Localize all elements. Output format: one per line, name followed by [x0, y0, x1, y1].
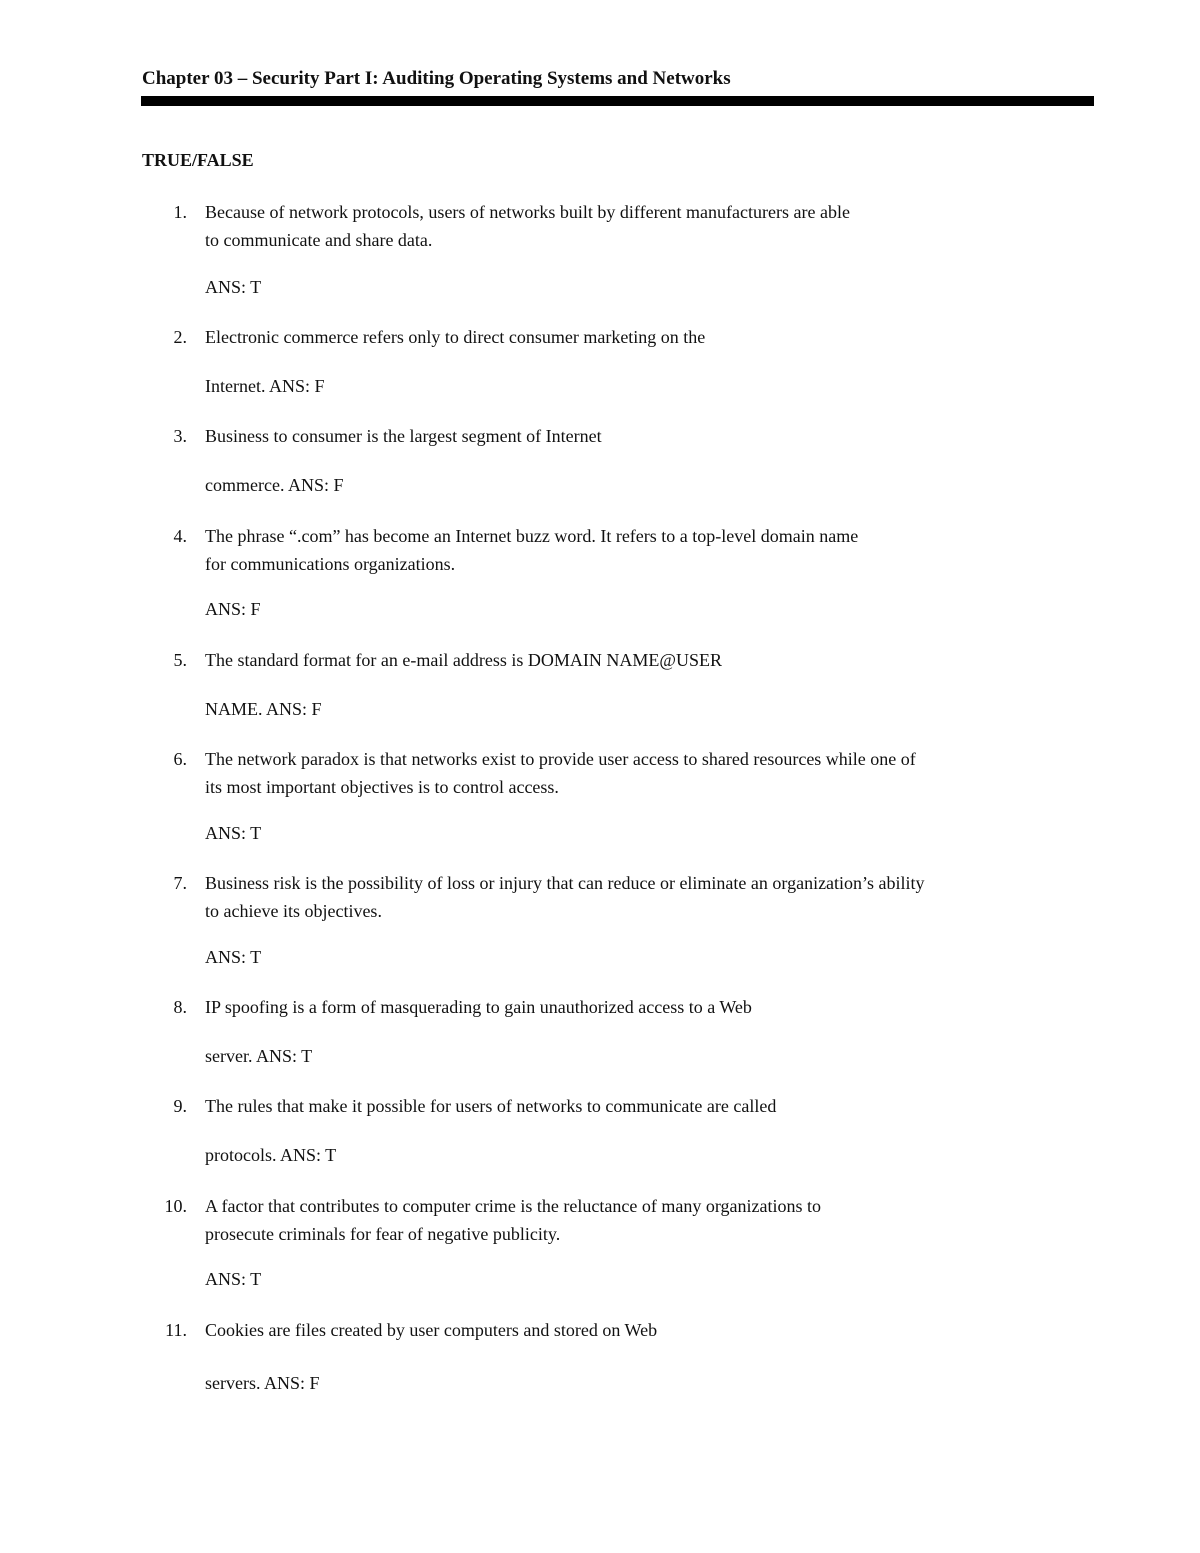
question-text-line: The network paradox is that networks exist to provide user access to shared resources while one of: [205, 749, 916, 769]
answer: servers. ANS: F: [205, 1373, 320, 1393]
question-text-line: The standard format for an e-mail address is DOMAIN NAME@USER: [205, 650, 722, 670]
question-text-line: The phrase “.com” has become an Internet buzz word. It refers to a top-level domain name: [205, 526, 859, 546]
question-text-line: Business risk is the possibility of loss or injury that can reduce or eliminate an organization’s ability: [205, 873, 925, 893]
question-number: 6.: [173, 749, 187, 769]
question-number: 10.: [164, 1196, 187, 1216]
question-number: 3.: [173, 426, 187, 446]
question-text-line: Electronic commerce refers only to direct consumer marketing on the: [205, 327, 706, 347]
question-text-line: Business to consumer is the largest segment of Internet: [205, 426, 602, 446]
question-number: 8.: [173, 997, 187, 1017]
answer: ANS: T: [205, 1269, 262, 1289]
question-text-line: The rules that make it possible for users of networks to communicate are called: [205, 1096, 777, 1116]
answer: ANS: F: [205, 599, 261, 619]
answer: NAME. ANS: F: [205, 699, 322, 719]
question-number: 1.: [173, 202, 187, 222]
answer: ANS: T: [205, 947, 262, 967]
question-text-line: to achieve its objectives.: [205, 901, 382, 921]
question-number: 11.: [165, 1320, 187, 1340]
section-heading: TRUE/FALSE: [142, 150, 254, 170]
question-text-line: Because of network protocols, users of networks built by different manufacturers are able: [205, 202, 850, 222]
question-number: 2.: [173, 327, 187, 347]
question-text-line: to communicate and share data.: [205, 230, 433, 250]
answer: Internet. ANS: F: [205, 376, 325, 396]
question-text-line: IP spoofing is a form of masquerading to gain unauthorized access to a Web: [205, 997, 752, 1017]
question-number: 4.: [173, 526, 187, 546]
answer: ANS: T: [205, 823, 262, 843]
question-number: 5.: [173, 650, 187, 670]
answer: ANS: T: [205, 277, 262, 297]
question-text-line: Cookies are files created by user computers and stored on Web: [205, 1320, 658, 1340]
answer: server. ANS: T: [205, 1046, 313, 1066]
question-text-line: its most important objectives is to control access.: [205, 777, 559, 797]
question-number: 9.: [173, 1096, 187, 1116]
question-text-line: prosecute criminals for fear of negative publicity.: [205, 1224, 561, 1244]
answer: commerce. ANS: F: [205, 475, 344, 495]
answer: protocols. ANS: T: [205, 1145, 337, 1165]
chapter-title: Chapter 03 – Security Part I: Auditing Operating Systems and Networks: [142, 68, 731, 89]
question-text-line: for communications organizations.: [205, 554, 456, 574]
question-number: 7.: [173, 873, 187, 893]
question-text-line: A factor that contributes to computer crime is the reluctance of many organizations to: [205, 1196, 821, 1216]
title-rule: [141, 96, 1094, 106]
